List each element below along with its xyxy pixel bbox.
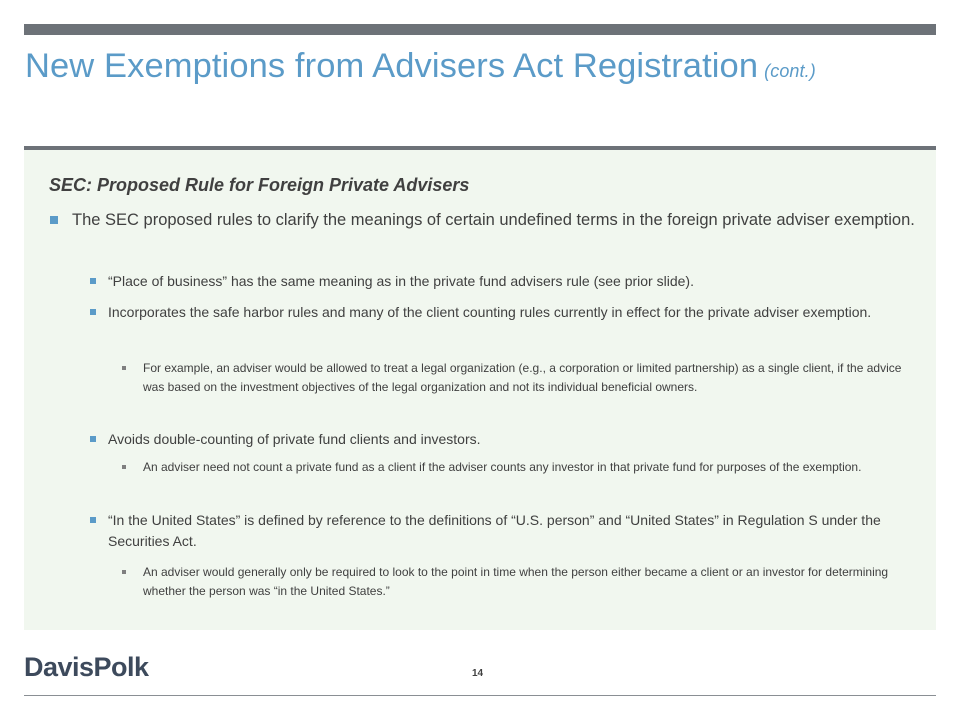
- bullet-text: Incorporates the safe harbor rules and many of the client counting rules currently in effect for the private adviser exemption.: [108, 304, 872, 320]
- slide-title: [25, 47, 935, 86]
- slide-title-text: New Exemptions from Advisers Act Registration: [25, 47, 759, 85]
- bullet-level3-item: [121, 563, 916, 601]
- bullet-level2-item: [89, 510, 914, 552]
- bullet-level2-item: [89, 271, 914, 292]
- page-number: 14: [472, 668, 484, 679]
- bullet-text: “Place of business” has the same meaning as in the private fund advisers rule (see prior slide).: [108, 273, 694, 289]
- bullet-text: An adviser would generally only be required to look to the point in time when the person either became a client or an investor for determining whether the person was “in the United States.”: [143, 565, 889, 598]
- bullet-text: “In the United States” is defined by reference to the definitions of “U.S. person” and “United States” in Regulation S under the Securities Act.: [108, 512, 881, 549]
- section-heading: SEC: Proposed Rule for Foreign Private Advisers: [49, 175, 470, 195]
- square-bullet-icon: [50, 216, 58, 224]
- bullet-level2-item: [89, 429, 914, 450]
- bullet-level3-item: [121, 359, 916, 397]
- bullet-level1-item: [49, 208, 919, 233]
- top-header-bar: [24, 24, 936, 35]
- square-bullet-icon: [122, 570, 126, 574]
- square-bullet-icon: [90, 278, 96, 284]
- square-bullet-icon: [90, 436, 96, 442]
- footer-divider: [24, 695, 936, 696]
- bullet-text: The SEC proposed rules to clarify the meanings of certain undefined terms in the foreign private adviser exemption.: [72, 211, 915, 229]
- bullet-text: Avoids double-counting of private fund clients and investors.: [108, 431, 481, 447]
- bullet-level3-item: [121, 458, 916, 477]
- slide-title-suffix: (cont.): [764, 61, 816, 81]
- bullet-text: An adviser need not count a private fund as a client if the adviser counts any investor in that private fund for purposes of the exemption.: [143, 460, 862, 474]
- bullet-text: For example, an adviser would be allowed to treat a legal organization (e.g., a corporation or limited partnership) as a single client, if the advice was based on the investment objectives of the legal organization and not its individual beneficial owners.: [143, 361, 902, 394]
- bullet-level2-item: [89, 302, 914, 323]
- square-bullet-icon: [122, 366, 126, 370]
- square-bullet-icon: [122, 465, 126, 469]
- square-bullet-icon: [90, 517, 96, 523]
- davis-polk-logo: DavisPolk: [24, 652, 149, 682]
- square-bullet-icon: [90, 309, 96, 315]
